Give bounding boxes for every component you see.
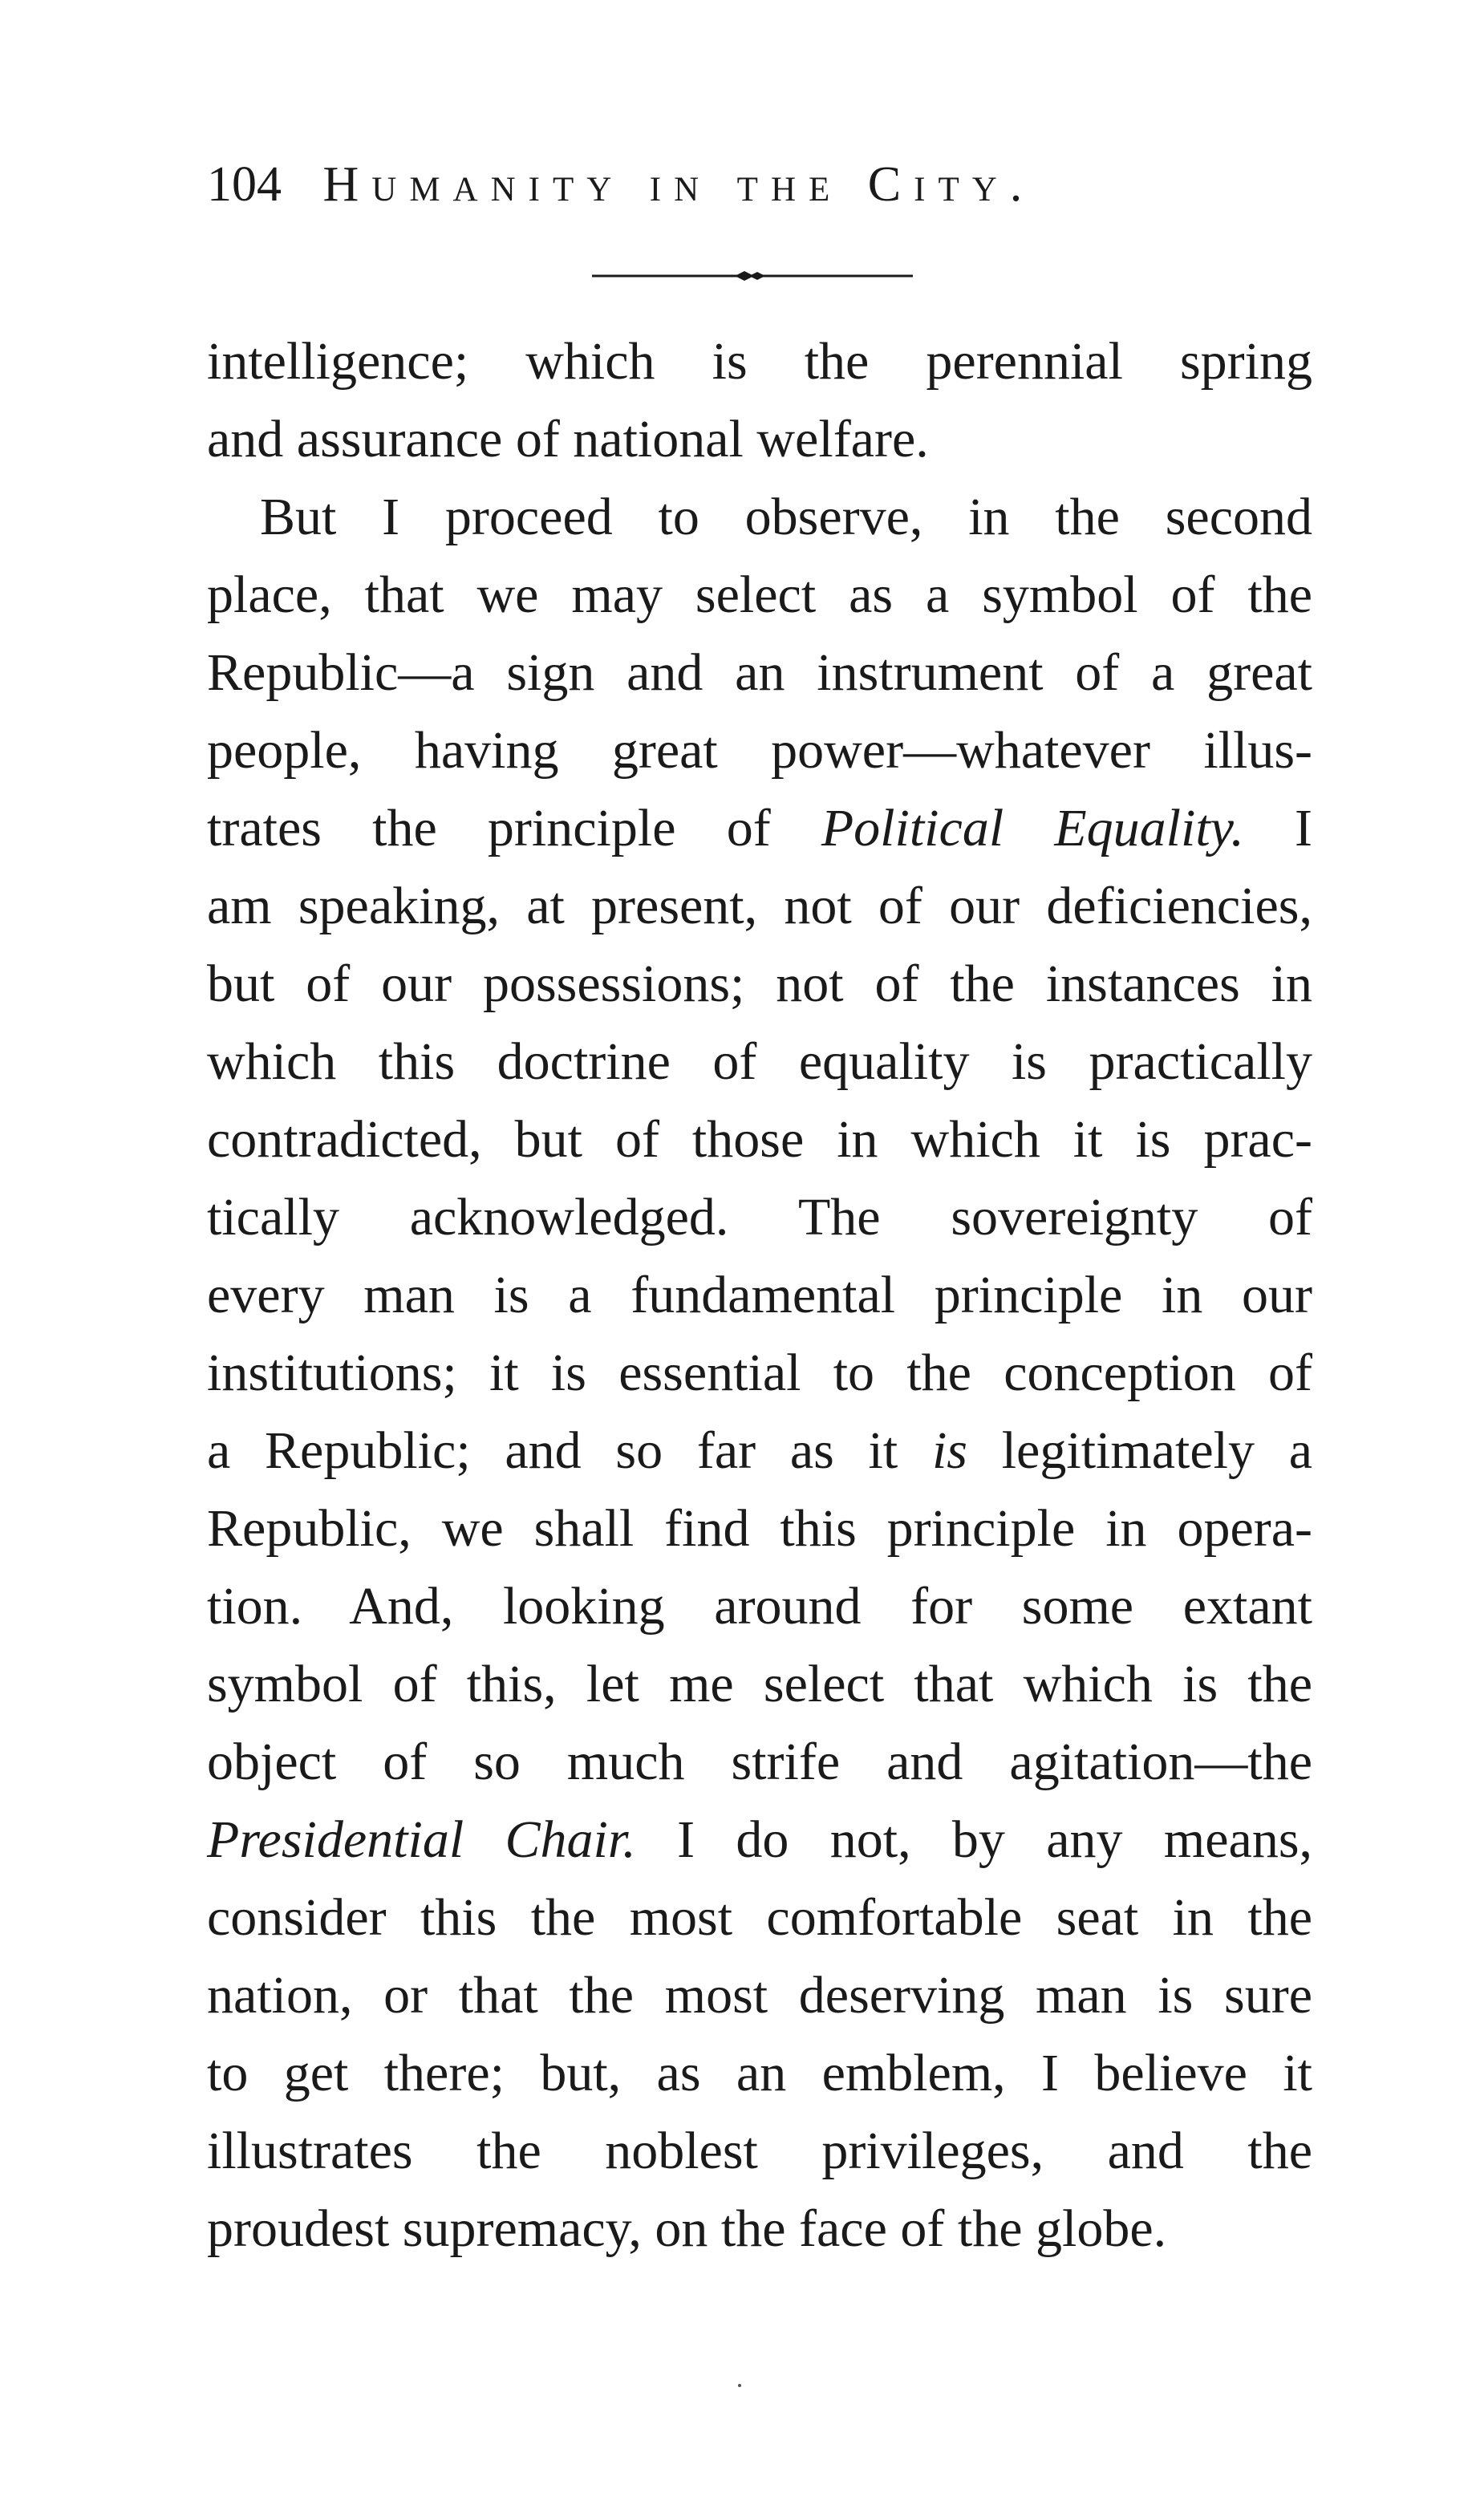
body-text (207, 322, 1312, 2268)
text-line: Republic, we shall find this principle in opera- (207, 1499, 1312, 1558)
text-line: consider this the most comfortable seat in the (207, 1888, 1312, 1947)
text-line (207, 1801, 1312, 1879)
text-line: people, having great power—whatever illus- (207, 721, 1312, 780)
text-line: every man is a fundamental principle in our (207, 1266, 1312, 1324)
text-line: which this doctrine of equality is practically (207, 1032, 1312, 1091)
text-line: tically acknowledged. The sovereignty of (207, 1188, 1312, 1246)
text-line: to get there; but, as an emblem, I believe it (207, 2044, 1312, 2102)
italic-phrase: Presidential Chair. (207, 1810, 636, 1869)
text-line: but of our possessions; not of the instances in (207, 955, 1312, 1013)
text-run: I (1243, 799, 1312, 857)
text-run: a Republic; and so far as it (207, 1421, 932, 1480)
ink-speck (738, 2384, 741, 2387)
text-run: legitimately a (967, 1421, 1312, 1480)
text-line (207, 1412, 1312, 1490)
ornament-rule (592, 268, 913, 284)
text-run: trates the principle of (207, 799, 821, 857)
running-title: Humanity in the City. (322, 157, 1036, 212)
page-number: 104 (207, 157, 282, 212)
text-run: I do not, by any means, (635, 1810, 1313, 1869)
text-line: and assurance of national welfare. (207, 410, 929, 468)
text-line: illustrates the noblest privileges, and the (207, 2122, 1312, 2180)
italic-word: is (931, 1421, 967, 1480)
text-line: am speaking, at present, not of our deficiencies, (207, 877, 1312, 935)
running-head (207, 156, 1330, 213)
text-line: institutions; it is essential to the conception of (207, 1344, 1312, 1402)
text-line: Republic—a sign and an instrument of a great (207, 643, 1312, 702)
text-line: tion. And, looking around for some extant (207, 1577, 1312, 1636)
text-line (207, 789, 1312, 867)
text-line: contradicted, but of those in which it is prac- (207, 1110, 1312, 1169)
text-line: nation, or that the most deserving man is sure (207, 1966, 1312, 2025)
text-line: symbol of this, let me select that which is the (207, 1655, 1312, 1713)
text-line: object of so much strife and agitation—the (207, 1733, 1312, 1791)
italic-phrase: Political Equality. (821, 799, 1244, 857)
text-line: intelligence; which is the perennial spring (207, 332, 1312, 391)
text-line: But I proceed to observe, in the second (260, 488, 1312, 546)
text-line: proudest supremacy, on the face of the globe. (207, 2199, 1167, 2258)
text-line: place, that we may select as a symbol of the (207, 565, 1312, 624)
